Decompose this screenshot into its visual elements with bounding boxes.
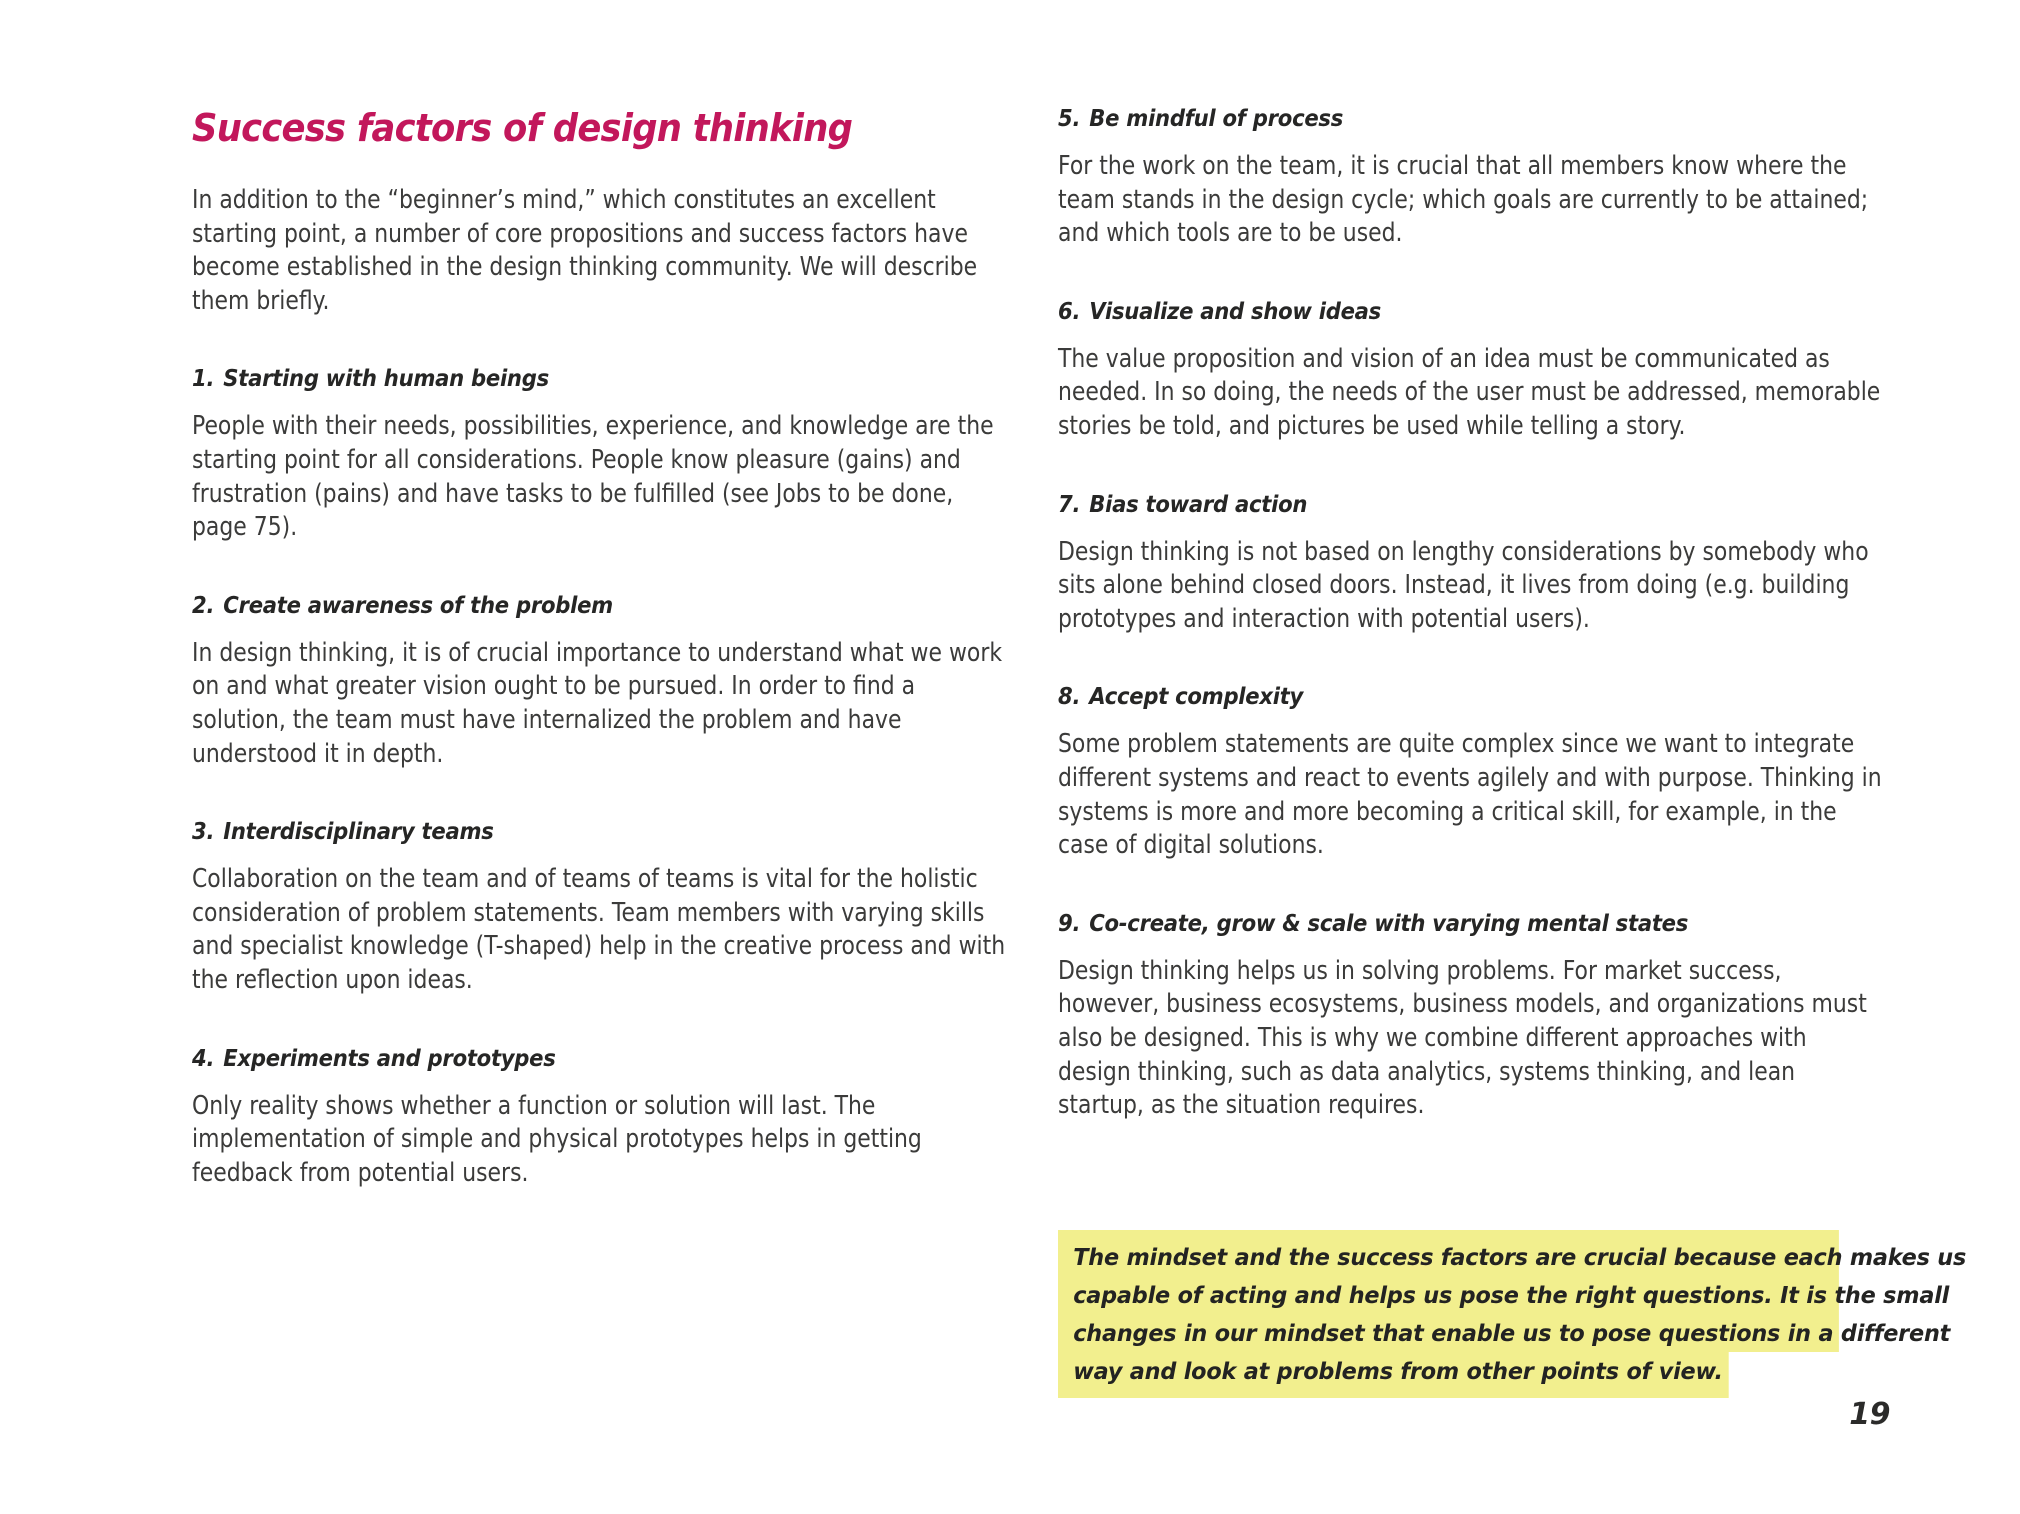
highlighted-callout <box>1058 1230 1967 1398</box>
callout-line: way and look at problems from other points of view. <box>1058 1352 1729 1398</box>
section-9 <box>1058 911 1886 1123</box>
section-8-number: 8. <box>1058 684 1081 711</box>
section-7 <box>1058 492 1886 637</box>
section-5-body: For the work on the team, it is crucial that all members know where the team stands in the design cycle; which goals are currently to be attained; and which tools are to be used. <box>1058 151 1869 249</box>
section-8-body: Some problem statements are quite complex since we want to integrate different systems and react to events agilely and with purpose. Thinking in systems is more and more becoming a critical skill, for example, in the case of digital solutions. <box>1058 729 1882 861</box>
section-3-number: 3. <box>192 819 215 846</box>
section-8-heading <box>1058 684 1820 710</box>
section-6-title: Visualize and show ideas <box>1089 298 1381 325</box>
section-3-heading <box>192 819 950 845</box>
section-1-title: Starting with human beings <box>223 366 549 393</box>
section-4-body: Only reality shows whether a function or solution will last. The implementation of simple and physical prototypes helps in getting feedback from potential users. <box>192 1090 922 1188</box>
section-2 <box>192 593 1016 771</box>
right-column <box>1058 106 1886 1123</box>
section-7-title: Bias toward action <box>1089 491 1308 518</box>
section-5-title: Be mindful of process <box>1089 106 1344 132</box>
section-6 <box>1058 299 1886 444</box>
section-7-body: Design thinking is not based on lengthy considerations by somebody who sits alone behind closed doors. Instead, it lives from doing (e.g. building prototypes and interaction with potential users). <box>1058 536 1869 634</box>
section-5-number: 5. <box>1058 106 1081 132</box>
callout-line: The mindset and the success factors are crucial because each makes us <box>1058 1230 1839 1276</box>
section-1 <box>192 366 1016 544</box>
section-9-body: Design thinking helps us in solving problems. For market success, however, business ecosystems, business models, and organizations must also be designed. This is why we combine different approaches with design thinking, such as data analytics, systems thinking, and lean startup, as the situation requires. <box>1058 955 1867 1121</box>
callout-line: capable of acting and helps us pose the right questions. It is the small <box>1058 1276 1839 1314</box>
section-2-number: 2. <box>192 592 215 619</box>
section-2-heading <box>192 593 950 619</box>
section-9-title: Co-create, grow & scale with varying mental states <box>1089 910 1689 937</box>
section-2-body: In design thinking, it is of crucial importance to understand what we work on and what greater vision ought to be pursued. In order to find a solution, the team must have internalized the problem and have understood it in depth. <box>192 637 1003 769</box>
section-4-title: Experiments and prototypes <box>223 1045 556 1072</box>
page-number: 19 <box>1849 1397 1890 1432</box>
section-4-number: 4. <box>192 1045 215 1072</box>
section-1-number: 1. <box>192 366 215 393</box>
section-9-number: 9. <box>1058 910 1081 937</box>
section-8 <box>1058 684 1886 862</box>
section-5 <box>1058 106 1886 251</box>
section-8-title: Accept complexity <box>1089 684 1304 711</box>
intro-paragraph: In addition to the “beginner’s mind,” which constitutes an excellent starting point, a number of core propositions and success factors have become established in the design thinking community. We will describe them briefly. <box>192 185 978 316</box>
section-1-heading <box>192 366 950 392</box>
section-9-heading <box>1058 911 1820 937</box>
section-3-title: Interdisciplinary teams <box>223 819 494 846</box>
section-4 <box>192 1046 1016 1191</box>
section-6-heading <box>1058 299 1820 325</box>
page-title: Success factors of design thinking <box>192 106 853 150</box>
section-6-number: 6. <box>1058 298 1081 325</box>
section-1-body: People with their needs, possibilities, experience, and knowledge are the starting point for all considerations. People know pleasure (gains) and frustration (pains) and have tasks to be fulfilled (see Jobs to be done, page 75). <box>192 411 994 543</box>
section-5-heading <box>1058 106 1820 132</box>
callout-line: changes in our mindset that enable us to pose questions in a different <box>1058 1314 1839 1352</box>
section-2-title: Create awareness of the problem <box>223 592 613 619</box>
section-3 <box>192 819 1016 997</box>
section-6-body: The value proposition and vision of an idea must be communicated as needed. In so doing, the needs of the user must be addressed, memorable stories be told, and pictures be used while telling a story. <box>1058 343 1881 441</box>
section-4-heading <box>192 1046 950 1072</box>
section-7-number: 7. <box>1058 491 1081 518</box>
left-column <box>192 106 1016 1190</box>
section-3-body: Collaboration on the team and of teams of teams is vital for the holistic consideration of problem statements. Team members with varying skills and specialist knowledge (T-shaped) help in the creative process and with the reflection upon ideas. <box>192 864 1006 995</box>
section-7-heading <box>1058 492 1820 518</box>
